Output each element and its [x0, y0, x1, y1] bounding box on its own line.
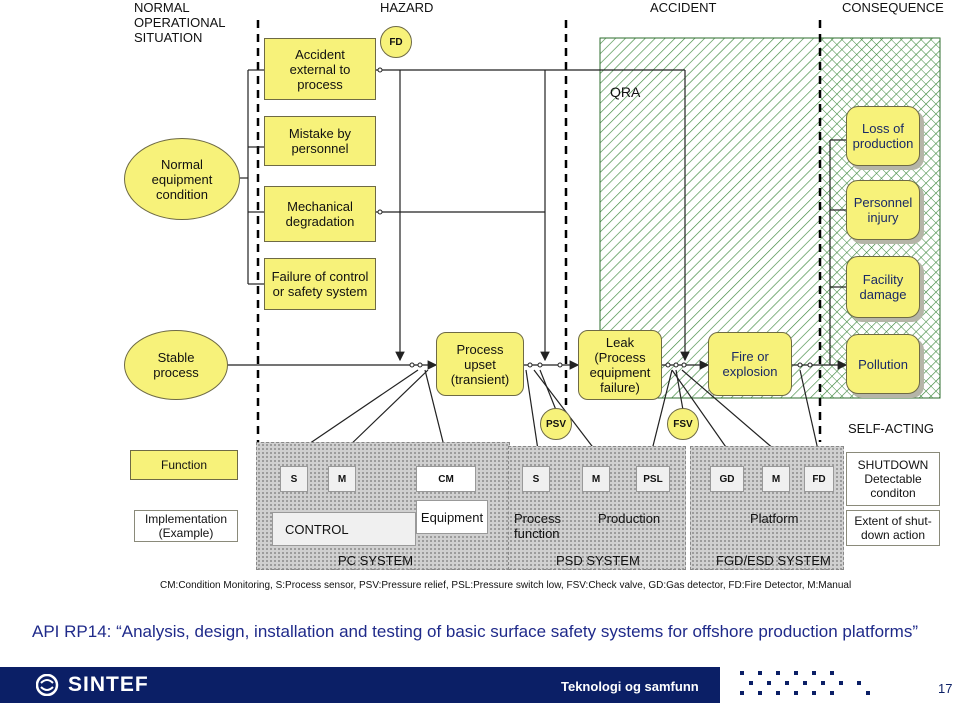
page-number: 17	[938, 681, 953, 696]
consequence-loss-of-production	[846, 106, 920, 166]
normal-equipment-condition	[124, 138, 240, 220]
process-upset-line1: Process upset	[456, 341, 504, 372]
hazard-failure-text: Failure of control or safety system	[271, 269, 369, 299]
fgd-esd-system-band	[690, 446, 844, 570]
extent-text: Extent of shut-down action	[854, 514, 932, 542]
stable-process	[124, 330, 228, 400]
func-cm: CM	[416, 466, 476, 492]
hazard-accident-external	[264, 38, 376, 100]
slide-title: API RP14: “Analysis, design, installation and testing of basic surface safety systems for offshore production platforms”	[32, 622, 919, 641]
impl-process-function: Process function	[514, 511, 561, 541]
process-upset-line2: (transient)	[450, 371, 510, 387]
fd-detector-top: FD	[380, 26, 412, 58]
psd-system-band	[508, 446, 686, 570]
impl-control: CONTROL	[272, 512, 416, 546]
self-acting-label: SELF-ACTING	[848, 421, 934, 436]
header-accident: ACCIDENT	[650, 0, 717, 15]
fire-text: Fire or explosion	[722, 349, 778, 379]
consequence-personnel-injury	[846, 180, 920, 240]
leak-line2: (Process equipment failure)	[589, 350, 651, 395]
hazard-accident-external-text: Accident external to process	[289, 46, 351, 92]
footer-brand: SINTEF	[68, 673, 149, 696]
implementation-label	[134, 510, 238, 542]
hazard-mechanical-degradation	[264, 186, 376, 242]
normal-equipment-condition-text: Normal equipment condition	[151, 156, 213, 202]
sintef-logo-icon	[36, 674, 62, 696]
func-m-psd: M	[582, 466, 610, 492]
func-gd: GD	[710, 466, 744, 492]
injury-text: Personnel injury	[853, 195, 913, 225]
hazard-failure-control-system	[264, 258, 376, 310]
hazard-mechanical-text: Mechanical degradation	[285, 199, 355, 229]
func-m-pc: M	[328, 466, 356, 492]
func-fd: FD	[804, 466, 834, 492]
process-upset	[436, 332, 524, 396]
leak-line1: Leak	[605, 335, 635, 350]
shutdown-text: SHUTDOWN Detectable conditon	[857, 458, 929, 500]
psd-system-label: PSD SYSTEM	[556, 553, 640, 568]
fire-or-explosion	[708, 332, 792, 396]
func-m-fgd: M	[762, 466, 790, 492]
footer-dots	[730, 667, 930, 703]
consequence-pollution	[846, 334, 920, 394]
hazard-mistake-text: Mistake by personnel	[288, 126, 352, 156]
impl-production: Production	[598, 511, 661, 526]
func-s-pc: S	[280, 466, 308, 492]
fsv-valve: FSV	[667, 408, 699, 440]
abbreviation-legend: CM:Condition Monitoring, S:Process sensor, PSV:Pressure relief, PSL:Pressure switch low, FSV:Check valve, GD:Gas detector, FD:Fire Detector, M:Manual	[160, 580, 852, 591]
shutdown-detectable-condition	[846, 452, 940, 506]
func-s-psd: S	[522, 466, 550, 492]
impl-extent-of-shutdown	[846, 510, 940, 546]
header-normal-operational-situation: NORMAL OPERATIONAL SITUATION	[134, 0, 226, 45]
function-label: Function	[130, 450, 238, 480]
qra-label: QRA	[610, 84, 641, 100]
impl-platform: Platform	[750, 511, 799, 526]
hazard-mistake-by-personnel	[264, 116, 376, 166]
pc-system-label: PC SYSTEM	[338, 553, 414, 568]
footer-tagline: Teknologi og samfunn	[561, 679, 699, 694]
header-consequence: CONSEQUENCE	[842, 0, 944, 15]
loss-text: Loss of production	[852, 121, 914, 151]
leak-equipment-failure	[578, 330, 662, 400]
fgd-esd-system-label: FGD/ESD SYSTEM	[716, 553, 831, 568]
func-psl: PSL	[636, 466, 670, 492]
pollution-text: Pollution	[858, 356, 908, 372]
consequence-facility-damage	[846, 256, 920, 318]
facility-text: Facility damage	[859, 272, 907, 302]
header-hazard: HAZARD	[380, 0, 434, 15]
implementation-text: Implementation (Example)	[144, 512, 228, 540]
stable-process-text: Stable process	[153, 350, 199, 380]
psv-valve: PSV	[540, 408, 572, 440]
impl-equipment: Equipment	[416, 500, 488, 534]
